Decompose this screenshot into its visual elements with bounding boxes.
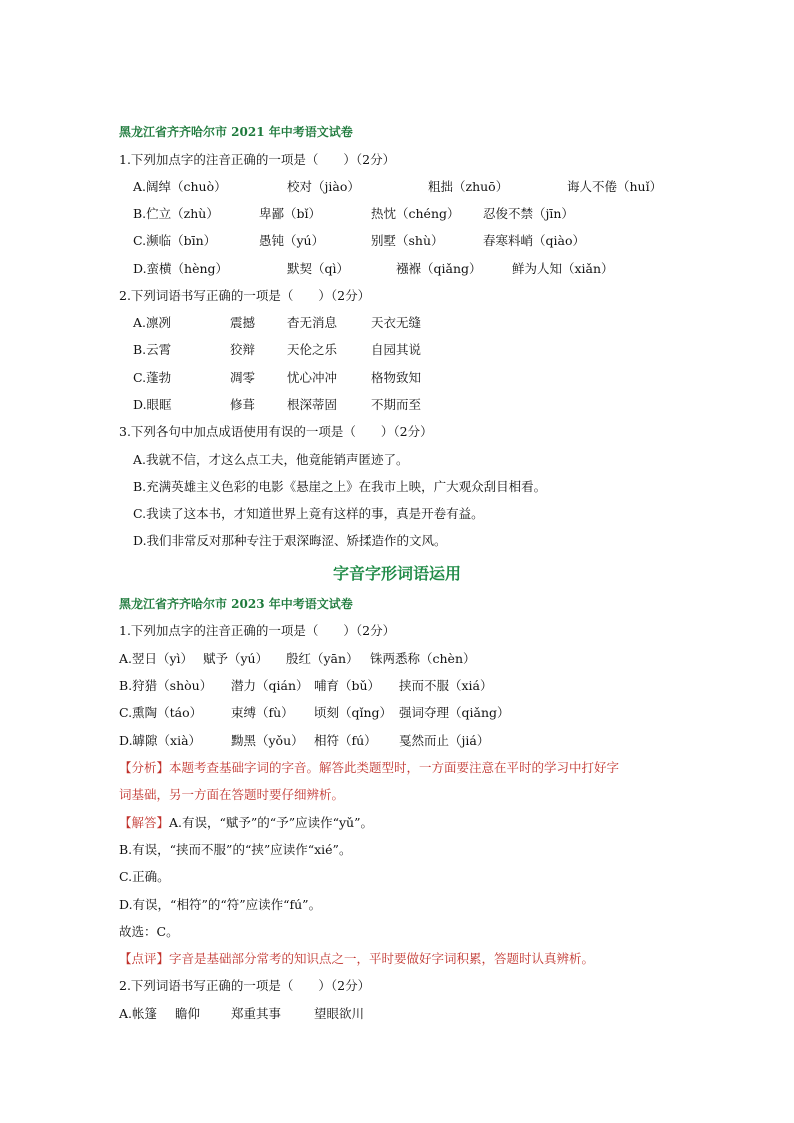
q1-a-3: 粗拙（zhuō） <box>428 179 509 194</box>
q3-option-a: A.我就不信，才这么点工夫，他竟能销声匿迹了。 <box>133 452 409 467</box>
q1-option-d-row <box>133 260 733 278</box>
q2-c-4: 格物致知 <box>371 370 422 385</box>
s2-q1-a-3: 殷红（yān） <box>286 651 359 666</box>
question-1-stem: 1.下列加点字的注音正确的一项是（ ）（2分） <box>119 152 396 167</box>
s2-question-2-stem: 2.下列词语书写正确的一项是（ ）（2分） <box>119 978 371 993</box>
q1-c-4: 春寒料峭（qiào） <box>483 233 585 248</box>
q2-a-2: 震撼 <box>230 315 256 330</box>
answer-line-2: B.有误，“挟而不服”的“挟”应读作“xié”。 <box>119 842 352 857</box>
q2-b-2: 狡辩 <box>230 342 256 357</box>
q1-c-2: 愚钝（yú） <box>259 233 325 248</box>
comment-label: 【点评】 <box>119 951 170 966</box>
answer-line-4: D.有误，“相符”的“符”应读作“fú”。 <box>119 897 322 912</box>
q2-c-3: 忧心冲冲 <box>287 370 338 385</box>
q3-option-c: C.我读了这本书，才知道世界上竟有这样的事，真是开卷有益。 <box>133 506 484 521</box>
s2-q1-d-3: 相符（fú） <box>314 733 377 748</box>
q2-d-3: 根深蒂固 <box>287 397 338 412</box>
question-3-stem: 3.下列各句中加点成语使用有误的一项是（ ）（2分） <box>119 424 433 439</box>
q3-option-b: B.充满英雄主义色彩的电影《悬崖之上》在我市上映，广大观众刮目相看。 <box>133 479 547 494</box>
q2-a-3: 杳无消息 <box>287 315 338 330</box>
q2-d-2: 修葺 <box>230 397 256 412</box>
q2-option-d-row <box>133 396 633 414</box>
s2-q1-c-2: 束缚（fù） <box>231 705 294 720</box>
q1-d-2: 默契（qì） <box>287 261 349 276</box>
q2-c-2: 凋零 <box>230 370 256 385</box>
q2-d-4: 不期而至 <box>371 397 422 412</box>
s2-q1-option-d-row <box>119 732 679 750</box>
q2-a-4: 天衣无缝 <box>371 315 422 330</box>
q1-c-1: C.濒临（bīn） <box>133 233 217 248</box>
q2-d-1: D.眼眶 <box>133 397 172 412</box>
s2-q2-a-4: 望眼欲川 <box>314 1006 365 1021</box>
s2-q1-a-2: 赋予（yú） <box>203 651 269 666</box>
q1-a-1: A.阔绰（chuò） <box>133 179 227 194</box>
q1-b-2: 卑鄙（bǐ） <box>259 206 321 221</box>
analysis-text-1: 本题考查基础字词的字音。解答此类题型时，一方面要注意在平时的学习中打好字 <box>169 760 620 775</box>
s2-q1-option-a-row <box>119 650 679 668</box>
q3-option-d: D.我们非常反对那种专注于艰深晦涩、矫揉造作的文风。 <box>133 533 447 548</box>
q1-d-3: 襁褓（qiǎng） <box>396 261 482 276</box>
q1-a-2: 校对（jiào） <box>287 179 360 194</box>
q2-option-a-row <box>133 314 633 332</box>
s2-q2-option-a-row <box>119 1005 519 1023</box>
s2-q1-option-b-row <box>119 677 679 695</box>
s2-q1-option-c-row <box>119 704 679 722</box>
s2-q1-c-3: 顷刻（qǐng） <box>314 705 393 720</box>
s2-q1-d-4: 戛然而止（jiá） <box>399 733 490 748</box>
q1-b-1: B.伫立（zhù） <box>133 206 219 221</box>
q1-option-a-row <box>133 178 733 196</box>
q1-c-3: 别墅（shù） <box>371 233 444 248</box>
exam-heading-2021: 黑龙江省齐齐哈尔市 2021 年中考语文试卷 <box>119 125 353 139</box>
analysis-line-2: 词基础，另一方面在答题时要仔细辨析。 <box>119 787 345 802</box>
q1-d-1: D.蛮横（hèng） <box>133 261 229 276</box>
q1-a-4: 诲人不倦（huǐ） <box>567 179 663 194</box>
s2-q1-a-1: A.翌日（yì） <box>119 651 194 666</box>
answer-text-1: A.有误，“赋予”的“予”应读作“yǔ”。 <box>169 815 373 830</box>
s2-q1-d-1: D.罅隙（xià） <box>119 733 202 748</box>
q1-b-3: 热忱（chéng） <box>371 206 460 221</box>
q2-b-3: 天伦之乐 <box>287 342 338 357</box>
q2-b-4: 自园其说 <box>371 342 422 357</box>
analysis-label: 【分析】 <box>119 760 170 775</box>
s2-q1-d-2: 黝黑（yǒu） <box>231 733 304 748</box>
q1-b-4: 忍俊不禁（jīn） <box>483 206 574 221</box>
answer-line-3: C.正确。 <box>119 869 170 884</box>
answer-label: 【解答】 <box>119 815 170 830</box>
s2-q2-a-3: 郑重其事 <box>231 1006 282 1021</box>
s2-q1-b-1: B.狩猎（shòu） <box>119 678 213 693</box>
q2-option-b-row <box>133 341 633 359</box>
answer-choice: 故选：C。 <box>119 924 179 939</box>
exam-heading-2023: 黑龙江省齐齐哈尔市 2023 年中考语文试卷 <box>119 597 353 611</box>
comment-line <box>119 950 594 968</box>
question-2-stem: 2.下列词语书写正确的一项是（ ）（2分） <box>119 288 371 303</box>
s2-q1-b-4: 挟而不服（xiá） <box>399 678 493 693</box>
q2-option-c-row <box>133 369 633 387</box>
s2-q2-a-1: A.帐篷 <box>119 1006 158 1021</box>
q1-option-b-row <box>133 205 733 223</box>
s2-q1-c-1: C.熏陶（táo） <box>119 705 203 720</box>
q2-b-1: B.云霄 <box>133 342 172 357</box>
s2-q1-a-4: 铢两悉称（chèn） <box>370 651 476 666</box>
s2-q1-c-4: 强词夺理（qiǎng） <box>399 705 510 720</box>
section-title: 字音字形词语运用 <box>332 564 461 583</box>
answer-line-1 <box>119 814 373 832</box>
comment-text: 字音是基础部分常考的知识点之一，平时要做好字词积累，答题时认真辨析。 <box>169 951 595 966</box>
s2-q1-b-2: 潜力（qián） <box>231 678 309 693</box>
s2-q2-a-2: 瞻仰 <box>175 1006 201 1021</box>
s2-question-1-stem: 1.下列加点字的注音正确的一项是（ ）（2分） <box>119 623 396 638</box>
q2-a-1: A.凛冽 <box>133 315 172 330</box>
s2-q1-b-3: 哺育（bǔ） <box>314 678 381 693</box>
analysis-line-1 <box>119 759 619 777</box>
q1-d-4: 鲜为人知（xiǎn） <box>512 261 614 276</box>
q2-c-1: C.蓬勃 <box>133 370 172 385</box>
q1-option-c-row <box>133 232 733 250</box>
